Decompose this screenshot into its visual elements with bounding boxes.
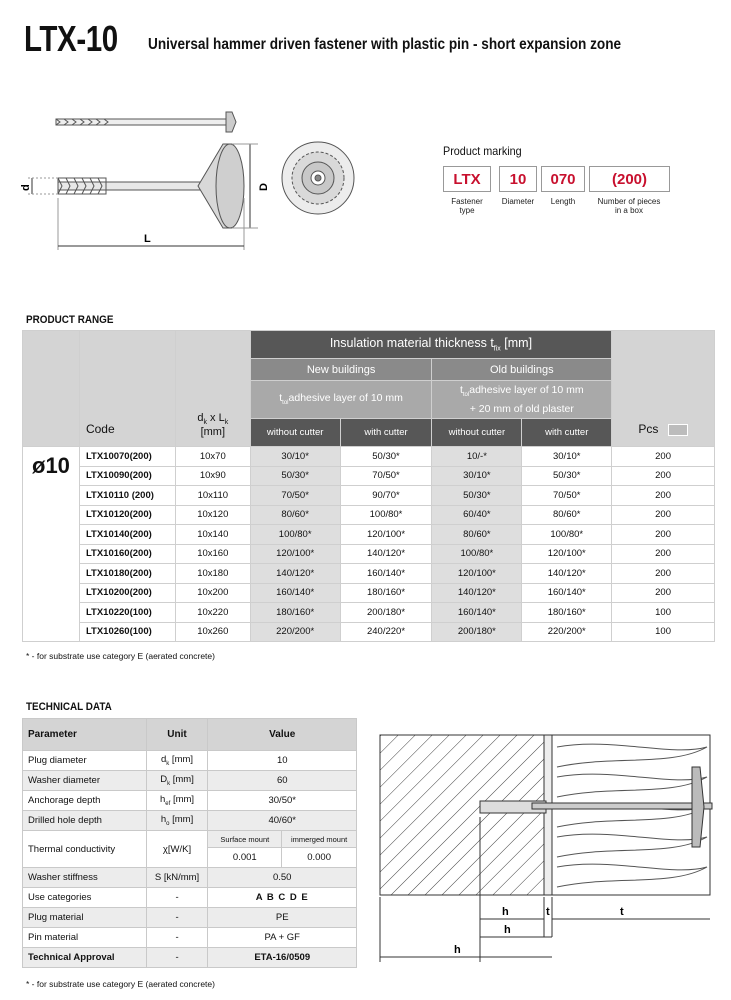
param-thermal-conductivity: Thermal conductivity xyxy=(23,831,147,868)
cell-new-without-cutter: 30/10* xyxy=(250,447,340,467)
cell-pcs: 100 xyxy=(612,622,715,642)
insulation-thickness-header: Insulation material thickness $t_{fix}$ [mm] xyxy=(250,331,611,359)
installation-diagram xyxy=(372,727,722,977)
cell-size: 10x260 xyxy=(175,622,250,642)
unit-washer-stiffness: S [kN/mm] xyxy=(146,868,208,888)
col-parameter-header: Parameter xyxy=(23,719,147,751)
marking-caption-diameter: Diameter xyxy=(501,197,535,206)
col-old-without-cutter: without cutter xyxy=(432,419,522,447)
old-adhesive-header: $t_{tol}adhesive$ layer of 10 mm + 20 mm of old plaster xyxy=(432,381,612,419)
cell-old-without-cutter: 100/80* xyxy=(432,544,522,564)
cell-new-with-cutter: 50/30* xyxy=(340,447,432,467)
cell-pcs: 200 xyxy=(612,525,715,545)
new-adhesive-header: $t_{tol}adhesive$ layer of 10 mm xyxy=(250,381,432,419)
cell-new-without-cutter: 50/30* xyxy=(250,466,340,486)
param-washer-stiffness: Washer stiffness xyxy=(23,868,147,888)
cell-size: 10x90 xyxy=(175,466,250,486)
cell-new-with-cutter: 70/50* xyxy=(340,466,432,486)
label-t-tol: t xyxy=(546,906,550,918)
unit-thermal-conductivity: χ[W/K] xyxy=(146,831,208,868)
fastener-side-view-top xyxy=(56,112,236,132)
table-row xyxy=(23,622,715,642)
cell-new-with-cutter: 240/220* xyxy=(340,622,432,642)
fastener-drawing xyxy=(18,100,378,260)
cell-code: LTX10120(200) xyxy=(79,505,175,525)
value-plug-diameter: 10 xyxy=(208,751,357,771)
table-row xyxy=(23,486,715,506)
cell-new-without-cutter: 180/160* xyxy=(250,603,340,623)
col-size-header: $d_k$ x $L_k$ [mm] xyxy=(175,331,250,447)
marking-caption-type: Fastener type xyxy=(451,197,483,215)
cell-pcs: 100 xyxy=(612,603,715,623)
table-row xyxy=(23,525,715,545)
cell-pcs: 200 xyxy=(612,486,715,506)
cell-size: 10x220 xyxy=(175,603,250,623)
product-marking-title: Product marking xyxy=(443,144,522,158)
cell-code: LTX10220(100) xyxy=(79,603,175,623)
unit-drilled-hole-depth: $h_o$ [mm] xyxy=(146,811,208,831)
cell-size: 10x160 xyxy=(175,544,250,564)
cell-size: 10x180 xyxy=(175,564,250,584)
cell-old-without-cutter: 80/60* xyxy=(432,525,522,545)
value-immerged-mount: 0.000 xyxy=(282,848,357,868)
cell-new-with-cutter: 200/180* xyxy=(340,603,432,623)
param-use-categories: Use categories xyxy=(23,888,147,908)
cell-old-with-cutter: 140/120* xyxy=(522,564,612,584)
value-pin-material: PA + GF xyxy=(208,928,357,948)
cell-new-without-cutter: 80/60* xyxy=(250,505,340,525)
col-pcs-header: Pcs xyxy=(612,331,715,447)
col-new-with-cutter: with cutter xyxy=(340,419,432,447)
cell-old-with-cutter: 120/100* xyxy=(522,544,612,564)
value-anchorage-depth: 30/50* xyxy=(208,791,357,811)
cell-size: 10x140 xyxy=(175,525,250,545)
cell-pcs: 200 xyxy=(612,447,715,467)
param-technical-approval: Technical Approval xyxy=(23,948,147,968)
cell-pcs: 200 xyxy=(612,564,715,584)
cell-code: LTX10070(200) xyxy=(79,447,175,467)
cell-new-with-cutter: 140/120* xyxy=(340,544,432,564)
cell-pcs: 200 xyxy=(612,583,715,603)
cell-old-with-cutter: 80/60* xyxy=(522,505,612,525)
cell-code: LTX10180(200) xyxy=(79,564,175,584)
dim-L-label: L xyxy=(144,233,151,245)
value-technical-approval: ETA-16/0509 xyxy=(208,948,357,968)
cell-code: LTX10200(200) xyxy=(79,583,175,603)
cell-new-without-cutter: 140/120* xyxy=(250,564,340,584)
col-new-without-cutter: without cutter xyxy=(250,419,340,447)
cell-old-with-cutter: 30/10* xyxy=(522,447,612,467)
cell-old-without-cutter: 50/30* xyxy=(432,486,522,506)
unit-washer-diameter: $D_k$ [mm] xyxy=(146,771,208,791)
cell-old-without-cutter: 140/120* xyxy=(432,583,522,603)
new-buildings-header: New buildings xyxy=(250,359,432,381)
table-row xyxy=(23,583,715,603)
cell-code: LTX10160(200) xyxy=(79,544,175,564)
col-value-header: Value xyxy=(208,719,357,751)
cell-old-without-cutter: 160/140* xyxy=(432,603,522,623)
unit-technical-approval: - xyxy=(146,948,208,968)
table-row xyxy=(23,505,715,525)
value-washer-diameter: 60 xyxy=(208,771,357,791)
table-row xyxy=(23,544,715,564)
param-plug-diameter: Plug diameter xyxy=(23,751,147,771)
marking-box-pieces: (200) xyxy=(589,166,670,192)
cell-old-with-cutter: 180/160* xyxy=(522,603,612,623)
marking-box-length: 070 xyxy=(541,166,585,192)
cell-code: LTX10090(200) xyxy=(79,466,175,486)
product-range-footnote: * - for substrate use category E (aerated concrete) xyxy=(26,651,215,661)
cell-new-without-cutter: 160/140* xyxy=(250,583,340,603)
param-pin-material: Pin material xyxy=(23,928,147,948)
product-range-table xyxy=(22,330,715,642)
cell-old-with-cutter: 100/80* xyxy=(522,525,612,545)
col-code-header: Code xyxy=(79,331,175,447)
value-washer-stiffness: 0.50 xyxy=(208,868,357,888)
cell-size: 10x110 xyxy=(175,486,250,506)
table-row xyxy=(23,447,715,467)
old-buildings-header: Old buildings xyxy=(432,359,612,381)
page-title: LTX-10 xyxy=(24,18,118,59)
cell-new-without-cutter: 70/50* xyxy=(250,486,340,506)
cell-pcs: 200 xyxy=(612,466,715,486)
washer-front-view xyxy=(282,142,354,214)
cell-old-without-cutter: 10/-* xyxy=(432,447,522,467)
col-old-with-cutter: with cutter xyxy=(522,419,612,447)
table-row xyxy=(23,564,715,584)
label-h-o: h xyxy=(504,924,511,936)
cell-new-with-cutter: 90/70* xyxy=(340,486,432,506)
label-t-fix: t xyxy=(620,906,624,918)
immerged-mount-label: immerged mount xyxy=(282,831,357,848)
cell-old-with-cutter: 70/50* xyxy=(522,486,612,506)
value-use-categories: A B C D E xyxy=(208,888,357,908)
technical-data-title: TECHNICAL DATA xyxy=(26,701,112,713)
cell-new-without-cutter: 120/100* xyxy=(250,544,340,564)
cell-old-with-cutter: 160/140* xyxy=(522,583,612,603)
col-unit-header: Unit xyxy=(146,719,208,751)
cell-old-without-cutter: 60/40* xyxy=(432,505,522,525)
unit-pin-material: - xyxy=(146,928,208,948)
cell-new-with-cutter: 180/160* xyxy=(340,583,432,603)
marking-box-diameter: 10 xyxy=(499,166,537,192)
technical-data-footnote: * - for substrate use category E (aerated concrete) xyxy=(26,979,215,989)
diameter-label: ø10 xyxy=(23,447,80,642)
cell-size: 10x70 xyxy=(175,447,250,467)
cell-old-without-cutter: 120/100* xyxy=(432,564,522,584)
table-row xyxy=(23,603,715,623)
cell-size: 10x200 xyxy=(175,583,250,603)
param-drilled-hole-depth: Drilled hole depth xyxy=(23,811,147,831)
param-plug-material: Plug material xyxy=(23,908,147,928)
unit-anchorage-depth: $h_{ef}$ [mm] xyxy=(146,791,208,811)
dim-d-label: d xyxy=(20,184,32,191)
page-subtitle: Universal hammer driven fastener with plastic pin - short expansion zone xyxy=(148,36,622,53)
cell-code: LTX10140(200) xyxy=(79,525,175,545)
surface-mount-label: Surface mount xyxy=(208,831,282,848)
value-drilled-hole-depth: 40/60* xyxy=(208,811,357,831)
marking-box-type: LTX xyxy=(443,166,491,192)
cell-new-with-cutter: 160/140* xyxy=(340,564,432,584)
marking-caption-pieces: Number of pieces in a box xyxy=(597,197,661,215)
cell-pcs: 200 xyxy=(612,544,715,564)
unit-use-categories: - xyxy=(146,888,208,908)
cell-new-without-cutter: 100/80* xyxy=(250,525,340,545)
cell-new-without-cutter: 220/200* xyxy=(250,622,340,642)
cell-new-with-cutter: 100/80* xyxy=(340,505,432,525)
label-h-min: h xyxy=(454,944,461,956)
cell-old-without-cutter: 30/10* xyxy=(432,466,522,486)
product-range-title: PRODUCT RANGE xyxy=(26,314,114,326)
unit-plug-material: - xyxy=(146,908,208,928)
label-h-ef: h xyxy=(502,906,509,918)
value-plug-material: PE xyxy=(208,908,357,928)
cell-pcs: 200 xyxy=(612,505,715,525)
box-icon xyxy=(668,424,688,436)
unit-plug-diameter: $d_k$ [mm] xyxy=(146,751,208,771)
cell-code: LTX10110 (200) xyxy=(79,486,175,506)
cell-code: LTX10260(100) xyxy=(79,622,175,642)
cell-new-with-cutter: 120/100* xyxy=(340,525,432,545)
value-surface-mount: 0.001 xyxy=(208,848,282,868)
technical-data-table xyxy=(22,718,357,968)
param-anchorage-depth: Anchorage depth xyxy=(23,791,147,811)
marking-caption-length: Length xyxy=(550,197,576,206)
param-washer-diameter: Washer diameter xyxy=(23,771,147,791)
fastener-side-view xyxy=(28,144,258,250)
cell-size: 10x120 xyxy=(175,505,250,525)
cell-old-with-cutter: 220/200* xyxy=(522,622,612,642)
dim-D-label: D xyxy=(258,183,270,191)
table-row xyxy=(23,466,715,486)
cell-old-without-cutter: 200/180* xyxy=(432,622,522,642)
cell-old-with-cutter: 50/30* xyxy=(522,466,612,486)
